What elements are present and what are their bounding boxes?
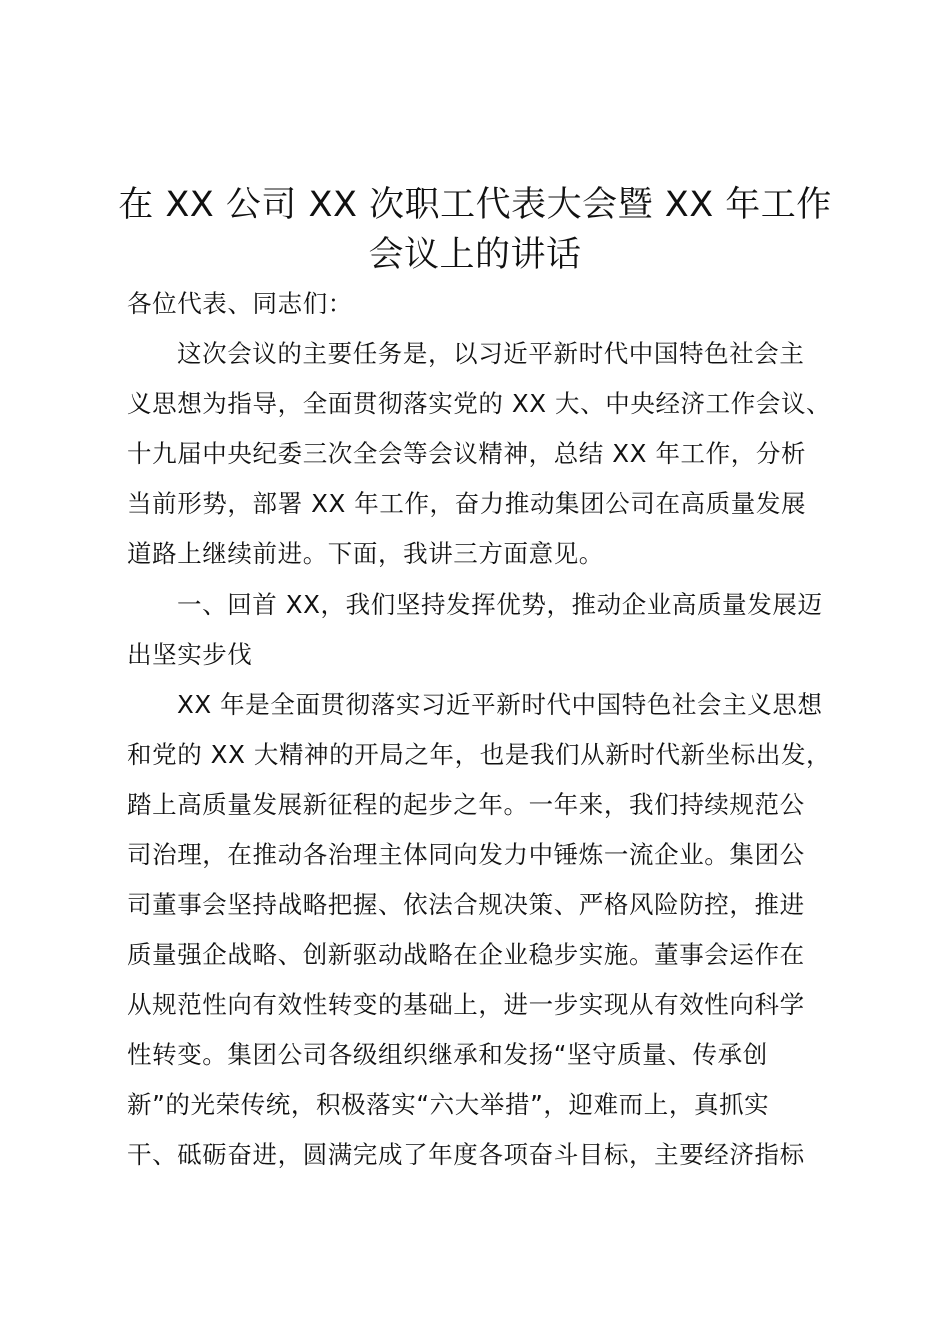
paragraph-2-line-6: 质量强企战略、创新驱动战略在企业稳步实施。董事会运作在 bbox=[127, 940, 805, 969]
section-heading-1-line-1: 一、回首 XX，我们坚持发挥优势，推动企业高质量发展迈 bbox=[177, 590, 823, 619]
paragraph-2-line-10: 干、砥砺奋进，圆满完成了年度各项奋斗目标，主要经济指标 bbox=[127, 1140, 805, 1169]
paragraph-1-line-1: 这次会议的主要任务是，以习近平新时代中国特色社会主 bbox=[177, 339, 805, 368]
paragraph-2-line-2: 和党的 XX 大精神的开局之年，也是我们从新时代新坐标出发， bbox=[127, 740, 832, 769]
paragraph-2-line-5: 司董事会坚持战略把握、依法合规决策、严格风险防控，推进 bbox=[127, 890, 805, 919]
paragraph-1-line-2: 义思想为指导，全面贯彻落实党的 XX 大、中央经济工作会议、 bbox=[127, 389, 832, 418]
paragraph-2-line-4: 司治理，在推动各治理主体同向发力中锤炼一流企业。集团公 bbox=[127, 840, 805, 869]
paragraph-2-line-8: 性转变。集团公司各级组织继承和发扬“坚守质量、传承创 bbox=[127, 1040, 768, 1069]
paragraph-2-line-7: 从规范性向有效性转变的基础上，进一步实现从有效性向科学 bbox=[127, 990, 805, 1019]
paragraph-1-line-4: 当前形势，部署 XX 年工作，奋力推动集团公司在高质量发展 bbox=[127, 489, 807, 518]
document-title-line-2: 会议上的讲话 bbox=[368, 235, 582, 275]
section-heading-1-line-2: 出坚实步伐 bbox=[127, 640, 253, 669]
paragraph-2-line-9: 新”的光荣传统，积极落实“六大举措”，迎难而上，真抓实 bbox=[127, 1090, 770, 1119]
document-title-line-1: 在 XX 公司 XX 次职工代表大会暨 XX 年工作 bbox=[118, 185, 832, 225]
paragraph-1-line-3: 十九届中央纪委三次全会等会议精神，总结 XX 年工作，分析 bbox=[127, 439, 807, 468]
paragraph-1-line-5: 道路上继续前进。下面，我讲三方面意见。 bbox=[127, 539, 604, 568]
paragraph-2-line-1: XX 年是全面贯彻落实习近平新时代中国特色社会主义思想 bbox=[177, 690, 823, 719]
paragraph-2-line-3: 踏上高质量发展新征程的起步之年。一年来，我们持续规范公 bbox=[127, 790, 805, 819]
salutation: 各位代表、同志们： bbox=[127, 289, 353, 318]
